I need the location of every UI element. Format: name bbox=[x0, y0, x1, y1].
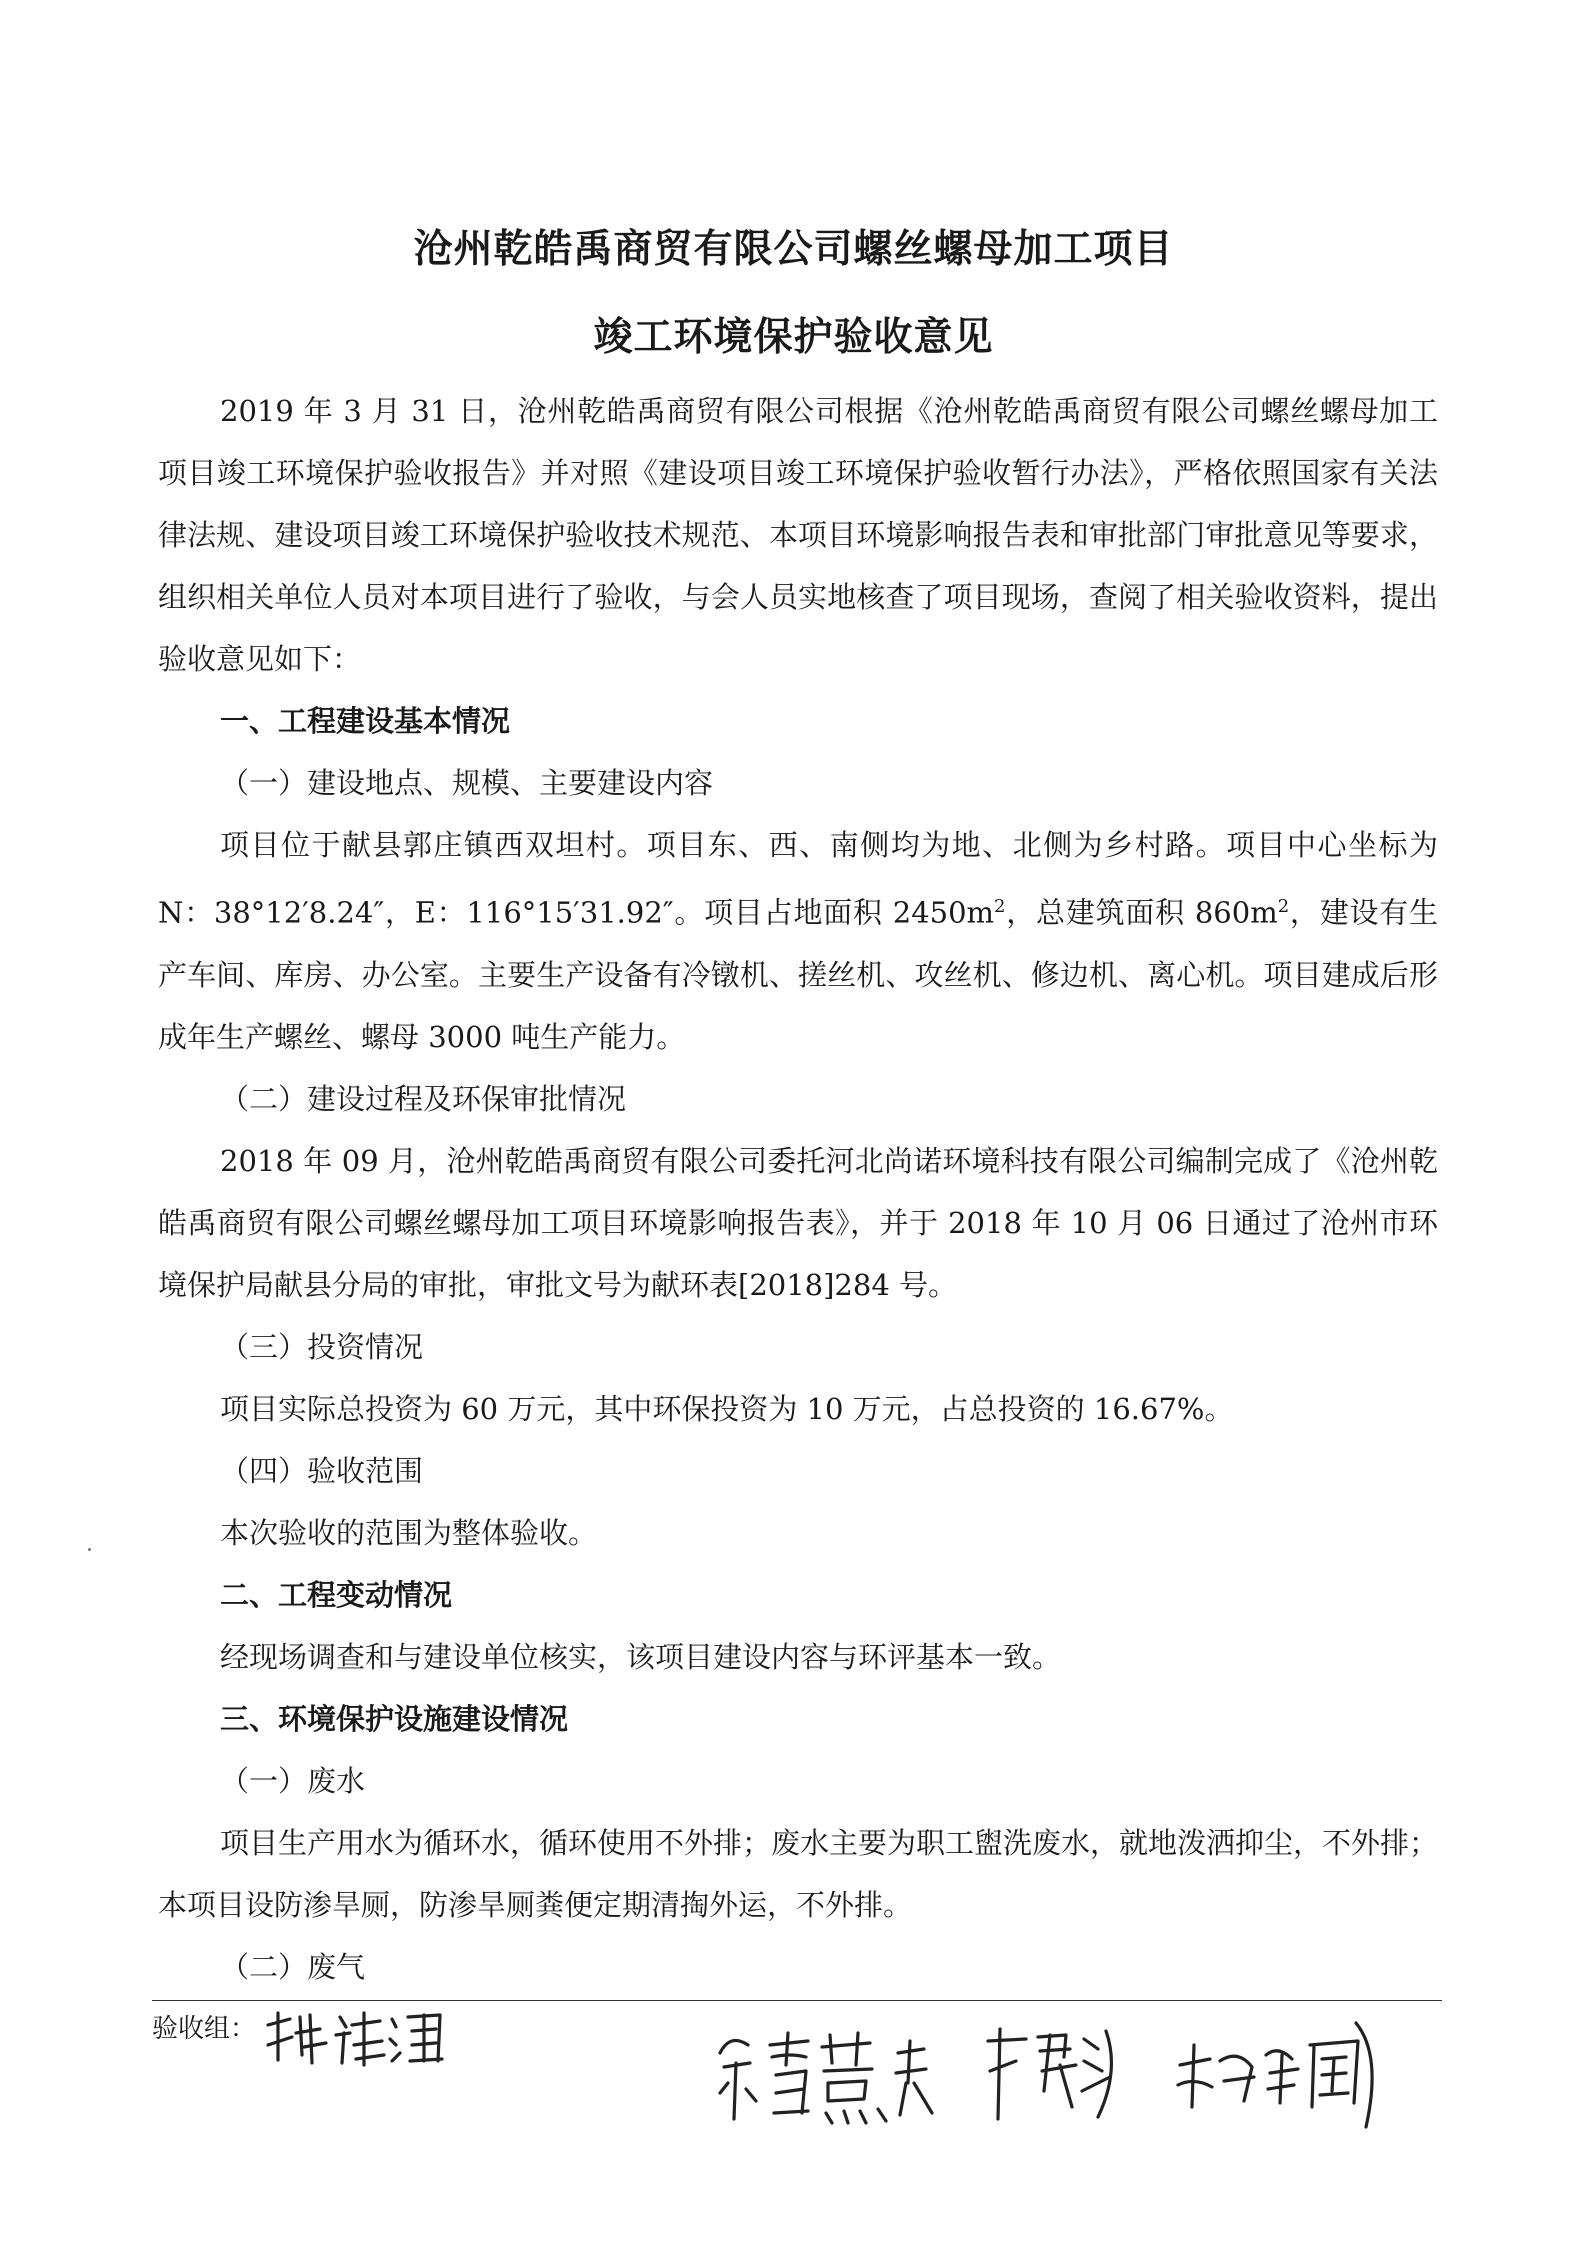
s1-sub3-heading: （三）投资情况 bbox=[220, 1329, 424, 1364]
s1-sub2-paragraph: 2018 年 09 月，沧州乾皓禹商贸有限公司委托河北尚诺环境科技有限公司编制完成了《沧州乾皓禹商贸有限公司螺丝螺母加工项目环境影响报告表》，并于 2018 年 10 月 06 日通过了沧州市环境保护局献县分局的审批，审批文号为献环表[2018]284 号。 bbox=[158, 1143, 1438, 1302]
signature-area bbox=[240, 1995, 1460, 2145]
s1-sub1-paragraph bbox=[158, 814, 1438, 1068]
document-body bbox=[158, 380, 1438, 1998]
s2-paragraph: 经现场调查和与建设单位核实，该项目建设内容与环评基本一致。 bbox=[220, 1639, 1062, 1674]
signature-4 bbox=[1170, 2015, 1400, 2135]
signature-3 bbox=[980, 2021, 1130, 2131]
superscript-2: 2 bbox=[1277, 896, 1290, 917]
s1-sub1-text-part1: 项目位于献县郭庄镇西双坦村。项目东、西、南侧均为地、北侧为乡村路。项目中心坐标为 N：38°12′8.24″，E：116°15′31.92″。项目占地面积 2450m bbox=[158, 828, 1438, 930]
intro-paragraph: 2019 年 3 月 31 日，沧州乾皓禹商贸有限公司根据《沧州乾皓禹商贸有限公司螺丝螺母加工项目竣工环境保护验收报告》并对照《建设项目竣工环境保护验收暂行办法》，严格依照国家有关法律法规、建设项目竣工环境保护验收技术规范、本项目环境影响报告表和审批部门审批意见等要求，组织相关单位人员对本项目进行了验收，与会人员实地核查了项目现场，查阅了相关验收资料，提出验收意见如下： bbox=[158, 394, 1438, 676]
scan-speck bbox=[88, 1548, 91, 1551]
superscript-2: 2 bbox=[994, 896, 1006, 917]
signature-2 bbox=[710, 2023, 950, 2133]
signature-1 bbox=[260, 2005, 460, 2075]
s3-sub1-paragraph: 项目生产用水为循环水，循环使用不外排；废水主要为职工盥洗废水，就地泼洒抑尘，不外排；本项目设防渗旱厕，防渗旱厕粪便定期清掏外运，不外排。 bbox=[158, 1825, 1439, 1922]
s3-sub1-heading: （一）废水 bbox=[220, 1763, 366, 1798]
s1-sub2-heading: （二）建设过程及环保审批情况 bbox=[220, 1081, 627, 1116]
s1-sub1-heading: （一）建设地点、规模、主要建设内容 bbox=[220, 766, 714, 800]
document-title-line2: 竣工环境保护验收意见 bbox=[593, 315, 994, 360]
s1-sub1-text-part3: ，建设有生产车间、库房、办公室。主要生产设备有冷镦机、搓丝机、攻丝机、修边机、离心机。项目建成后形成年生产螺丝、螺母 3000 吨生产能力。 bbox=[158, 895, 1438, 1054]
section3-heading: 三、环境保护设施建设情况 bbox=[220, 1701, 569, 1736]
document-title-line1: 沧州乾皓禹商贸有限公司螺丝螺母加工项目 bbox=[413, 227, 1174, 272]
s1-sub4-heading: （四）验收范围 bbox=[220, 1453, 424, 1488]
s1-sub1-text-part2: ，总建筑面积 860m bbox=[1005, 895, 1278, 930]
section2-heading: 二、工程变动情况 bbox=[220, 1577, 453, 1612]
s1-sub3-paragraph: 项目实际总投资为 60 万元，其中环保投资为 10 万元，占总投资的 16.67%。 bbox=[220, 1391, 1234, 1426]
footer-label: 验收组： bbox=[152, 2014, 257, 2044]
section1-heading: 一、工程建设基本情况 bbox=[220, 704, 511, 738]
s3-sub2-heading: （二）废气 bbox=[220, 1949, 366, 1984]
s1-sub4-paragraph: 本次验收的范围为整体验收。 bbox=[220, 1515, 598, 1550]
